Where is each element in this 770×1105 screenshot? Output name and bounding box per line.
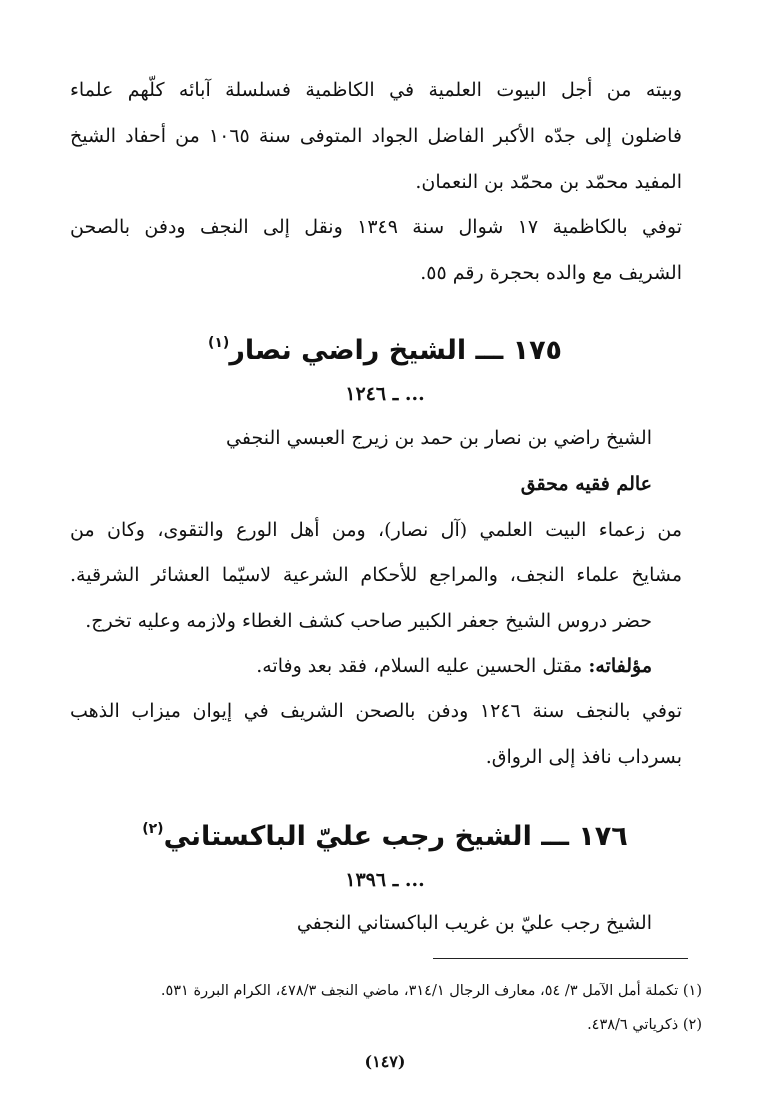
entry-175-para1-line1: من زعماء البيت العلمي (آل نصار)، ومن أهل الورع والتقوى، وكان من (70, 519, 682, 541)
entry-176-title: الشيخ رجب عليّ الباكستاني (163, 821, 532, 852)
entry-175-footnote-ref: (١) (207, 335, 230, 351)
footnote-1: (١) تكملة أمل الآمل ٣/ ٥٤، معارف الرجال ٣١٤/١، ماضي النجف ٤٧٨/٣، الكرام البررة ٥٣١. (160, 983, 702, 999)
entry-175-para1-line2: مشايخ علماء النجف، والمراجع للأحكام الشرعية لاسيّما العشائر الشرقية. (70, 564, 682, 586)
intro-line-2: فاضلون إلى جدّه الأكبر الفاضل الجواد المتوفى سنة ١٠٦٥ من أحفاد الشيخ (70, 125, 682, 147)
intro-line-1: وبيته من أجل البيوت العلمية في الكاظمية فسلسلة آبائه كلّهم علماء (70, 79, 682, 101)
entry-176-heading (0, 810, 770, 856)
intro-line-4: توفي بالكاظمية ١٧ شوال سنة ١٣٤٩ ونقل إلى النجف ودفن بالصحن (70, 216, 682, 238)
entry-176-number: ١٧٦ (578, 821, 628, 852)
entry-175-number: ١٧٥ (512, 335, 563, 366)
footnote-2: (٢) ذكرياتي ٤٣٨/٦. (587, 1017, 702, 1033)
entry-176-dates: ... ـ ١٣٩٦ (345, 869, 425, 891)
intro-line-5: الشريف مع والده بحجرة رقم ٥٥. (420, 262, 682, 284)
entry-175-works (256, 652, 652, 680)
footnote-divider (433, 958, 688, 959)
entry-175-para2: حضر دروس الشيخ جعفر الكبير صاحب كشف الغطاء ولازمه وعليه تخرج. (85, 610, 652, 632)
entry-176-fullname: الشيخ رجب عليّ بن غريب الباكستاني النجفي (296, 912, 652, 934)
entry-175-title: الشيخ راضي نصار (229, 335, 467, 366)
entry-175-description: عالم فقيه محقق (520, 473, 652, 495)
entry-176-footnote-ref: (٢) (142, 821, 164, 837)
entry-176-dash: ـــ (541, 821, 569, 852)
entry-175-heading (0, 324, 770, 370)
entry-175-dates: ... ـ ١٢٤٦ (345, 383, 425, 405)
entry-175-dash: ـــ (475, 335, 504, 366)
entry-175-works-label: مؤلفاته: (588, 655, 652, 677)
page-number: (١٤٧) (364, 1052, 406, 1071)
entry-175-death-line2: بسرداب نافذ إلى الرواق. (485, 746, 682, 768)
intro-line-3: المفيد محمّد بن محمّد بن النعمان. (415, 171, 682, 193)
entry-175-fullname: الشيخ راضي بن نصار بن حمد بن زيرج العبسي النجفي (226, 427, 652, 449)
entry-175-death-line1: توفي بالنجف سنة ١٢٤٦ ودفن بالصحن الشريف في إيوان ميزاب الذهب (70, 700, 683, 722)
entry-175-works-text: مقتل الحسين عليه السلام، فقد بعد وفاته. (256, 655, 583, 677)
